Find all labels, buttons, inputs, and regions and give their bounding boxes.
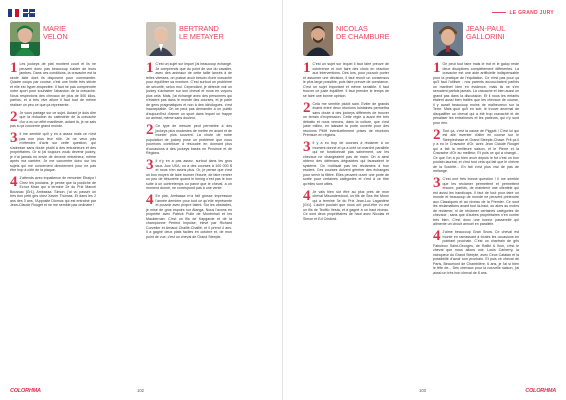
juror-answers-3 [303, 62, 389, 225]
answer-block: 1 C'est un sujet sur lequel j'ai beaucoup échangé. Je comprends que du point de vue du cavalier, avec des animaux de cette taille lancés à de telles vitesses, on puisse avoir besoin d'une cravache pour équilibrer sa monture. C'est surtout un problème de sécurité, selon moi. Cependant, je déteste voir un jockey s'acharner sur son cheval et nous en voyons plus cela. Mais, j'ai échangé avec des personnes qui n'étaient pas dans le monde des courses, et je parle de gens pragmatiques et non à des idéologues, c'est inacceptable. On ne peut pas demander à un public d'aujourd'hui d'aimer un sport dans lequel on frappe un animal, même sans douleur. [146, 62, 232, 120]
answer-block: 2 Cela me semble plutôt sain. Éviter de grands écarts entre deux réunions lointaines permettra sans doute à des jockeys différents de trouver un terrain d'expression. Cette règle a aussi été très débattu et nous verrons, dans la culture, que c'est juste milieu, en laissant la porte ouverte pour des réunions PMH éventuellement prises de réunions Premium en régions. [303, 101, 389, 137]
question-number: 2 [10, 110, 18, 125]
answer-block: 2 Ce type de mesure peut permettre à des jockeys plus modestes de mettre en avant et de monter plus souvent. La chute de notre population de jockey pose un problème que nous pourrions contribuer à résoudre en donnant plus d'occasions à des jockeys basés en Province et de Régions. [146, 124, 232, 155]
juror-column-4 [433, 22, 521, 362]
answer-block: 4 En plat, Ambassa m'a fait grosse impression l'année dernière pour tout ce qu'elle représente et pouvoir avec propre talent. Sur les obstacles, je mise de gros espoirs sur Alanga. Nous l'avons en propriété avec Patrick Pulle de Montmirail et les Mackiernan. C'est un fils de Kapgarde et de la championne Perfect Impulse, élevé par Richard Corveller et Arnaud Chaillé-Chaillé, et il prend 4 ans. Il a gagné deux plats faciles en octobre et, de mon point de vue, c'est un cheval de Grand Steeple. [146, 194, 232, 239]
juror-photo-4 [433, 22, 463, 56]
question-number: 3 [146, 159, 154, 173]
question-number: 1 [303, 62, 311, 76]
answer-block: 4 J'attends avec impatience de remonter Ebaiyo ! Chez les poulains, je pense que la pouliche de Ecnor Khan qui a terminé 2e du Prix Marcel Boussac [Gr1], Ambassa. Simon, j'ai vu passer un très bon petit gris chez Xavier Thomas. Et dans les 2 ans des 3 ans, l'Apposite Diomus qui est entraîné par Jean-Claude Rouget et ne me semble pas ordinaire ! [10, 176, 96, 207]
question-number: 3 [433, 177, 441, 191]
juror-photo-1 [10, 22, 40, 56]
juror-column-2 [146, 22, 234, 362]
question-number: 4 [146, 194, 154, 208]
answer-block: 1 On peut tout faire mais le trot et le galop reste deux disciplines complètement différentes. La cravache est une aide artificielle indispensable pour la pratique de l'équitation. Ce n'est pas pour ça qu'il faut l'utiliser : nos parents accouchaient parfois un martinet bien en évidence, mais ils ne s'en servaient parfois jamais. La cravache et bien aussi un grand pas dans la discussion. Et il nous les enfants étaient aussi bien traités que les chevaux de course, il y aurait beaucoup moins de malheureux sur la Terre. Mais quoi qu'il en soit, le trouve anormal de disqualifier un cheval qui a été trop cravaché et de pénaliser les entraîneurs et les parieurs, qui n'y sont pour rien. [433, 62, 519, 125]
question-number: 2 [433, 128, 441, 143]
answer-block: 4 J'aime beaucoup Gran Snow. Ce cheval est monté en ramassant à toutes les occasions en pointant prochain. C'est un chartrain de gris Fabuleux Saint-Georges, de Rafiki & Ikon, c'est le cheval que nous allons voir. Louis Carberry, la vainqueur du Grand Steeple, avec Ceux Catalan et la possibilité d'avoir son prochain. Et puis ce cheval de Paris, Beaumont de Chamblière, 6 ans, je l'ai si bien le fête de... Des chevaux pour la nouvelle saison, j'ai aussi un très bon cheval de 8 ans. [433, 230, 519, 275]
question-number: 4 [303, 189, 311, 204]
right-page [283, 0, 566, 400]
answer-block: 3 C'est une très bonne question ! Il me semble que les réclamer permettent et permettent encore, parfois, de maintenir une clientèle qui est aussi les handicaps. Il faut de tout pour faire un monde et beaucoup de monde ne peuvent prétendre aux Classiques et au niveau de la Premier. Ce sont les réclamations avant tout là-haut, ou alors au moins de reclamer, ni de réclamer certaines catégories de chevaux ; sans que d'autres propriétaires n'en contre très bien. C'est donc une bonne passerelle qui alimente un circuit annuel en parallèle. [433, 177, 519, 226]
page-number-right: 103 [419, 388, 426, 393]
section-label: LE GRAND JURY [492, 10, 554, 16]
juror-photo-2 [146, 22, 176, 56]
question-number: 1 [10, 62, 18, 76]
magazine-logo-right: COLORHMA [525, 388, 556, 394]
magazine-logo: COLORHMA [10, 388, 41, 394]
juror-column-3 [303, 22, 391, 362]
answer-block: 3 Il n'y en a pas assez, surtout dans les gros taux. Aux USA, on a des courses à 100 000 $ et nous n'en avons plus. Or, je pense que c'est un bon moyen de faire tourner l'écurie, de faire rentrer un peu de trésorerie quand le timing n'est pas le bon suite à un contretemps ou parce que le cheval, à un moment donné, ne correspond pas à une vente. [146, 159, 232, 190]
answer-block: 3 Il y a eu trop de courses à réclamer à un moment donné et ça a créé un marché parallèle qui ne fonctionnait pas sainement, car les chevaux ne changeaient pas de main. On a ainsi obtenu des défenses dégradées qui faussaient le système. On n'utilisait pas les réclamers à bon escient. Ces courses doivent générer des échanges pour servir la filière. Elles peuvent ouvrir une porte de sortie pour certaines catégories et c'est à ce titre qu'elles sont utiles. [303, 141, 389, 186]
question-number: 2 [303, 101, 311, 116]
answer-block: 1 Les jockeys de plat montent court et ils ne peuvent donc pas beaucoup s'aider de leurs jambes. Dans ces conditions, la cravache est la seule aide dont ils disposent pour commander. Quatre coups par course, c'est une limite très stricte et elle est hyper-respectée. Il faut ne pas comprendre notre sport pour souhaiter l'abandon de la cravache. Nous respectons des chevaux de plus de 500 kilos, parfois, et à très vive allure il faut tout de même réaliser un peu ce que ça représente. [10, 62, 96, 107]
question-number: 3 [303, 141, 311, 155]
question-number: 1 [433, 62, 441, 76]
juror-name-4: JEAN-PAUL GALLORINI [466, 24, 506, 41]
juror-name-2: BERTRAND LE METAYER [179, 24, 224, 41]
answer-block: 2 Je vous partage sur ce sujet. Autant je dois dire que la réduction du calendrier de la cravache d'or a eu un effet manifeste, autant là, je ne sais pas si ça concerne grand monde. [10, 110, 96, 128]
juror-answers-4 [433, 62, 519, 279]
answer-block: 1 C'est un sujet sur lequel il faut faire preuve de cohérence et non faire des choix en réaction aux interventions. Dès lors, pour pouvoir porter et assumer une décision, il faut réunir un consensus le plus large possible, puis faire preuve de constance. C'est un sujet important et même sensible. Il faut trouver ce juste équilibre. Il faut prendre le temps de se faire une bonne opinion. [303, 62, 389, 98]
juror-column-1 [10, 22, 98, 362]
french-flag-icon[interactable] [8, 9, 19, 17]
answer-block: 4 Je vais bien sûr être au plus près de mon cheval Misunderstood, un fils de Sea the Moon qui a terminé 3e du Prix Jean-Luc Lagardère [Gr1]. L'autre poulain que nous ont peut-être vu est un fils de Teofilo Vesta, et à gagné à un haut niveau. Ce sont deux propriétaires de haut avec Nicolas et Simon et Ed Crisford. [303, 189, 389, 221]
question-number: 1 [146, 62, 154, 76]
question-number: 4 [433, 230, 441, 244]
answer-block: 2 Tout ça, c'est la cause de Piggott ! C'est lui qui est allé inventer d'aller en course sur le Steeplechase et Grand Steeple-Chase. Prit ça il y a eu le Cravache d'Or, avec Jean Claude Rouget qui a fait la meilleure saison, et le Pierre et la Cravache d'Or au meilleur, Et puis ce qui a changé... Ce que l'on a pu bien avoir depuis le fut c'est un bon poulain lauréat, et c'est tout cela qui fait que le chèvre de la Société... En fait c'est plus vrai de pas de mélange. [433, 128, 519, 173]
page-number-left: 102 [137, 388, 144, 393]
juror-answers-2 [146, 62, 232, 243]
uk-flag-icon[interactable] [23, 9, 35, 17]
question-number: 4 [10, 176, 18, 190]
juror-photo-3 [303, 22, 333, 56]
question-number: 2 [146, 124, 154, 138]
juror-answers-1 [10, 62, 96, 211]
juror-name-1: MARIE VELON [43, 24, 68, 41]
juror-name-3: NICOLAS DE CHAMBURE [336, 24, 390, 41]
answer-block: 3 Il me semble qu'il y en a assez mais ce n'est pas non plus leur rôle. Je ne veux pas m'étendre d'avis sur cette question, qui s'adresse sans doute plutôt à des entraîneurs et des propriétaires. Or si j'ai toujours voulu devenir jockey, je n'ai jamais eu envie de devenir entraîneur, même après ma carrière. Je me concentre donc sur les sujets qui me concernent directement pour ne pas être trop à côté de la plaque. [10, 132, 96, 172]
question-number: 3 [10, 132, 18, 146]
